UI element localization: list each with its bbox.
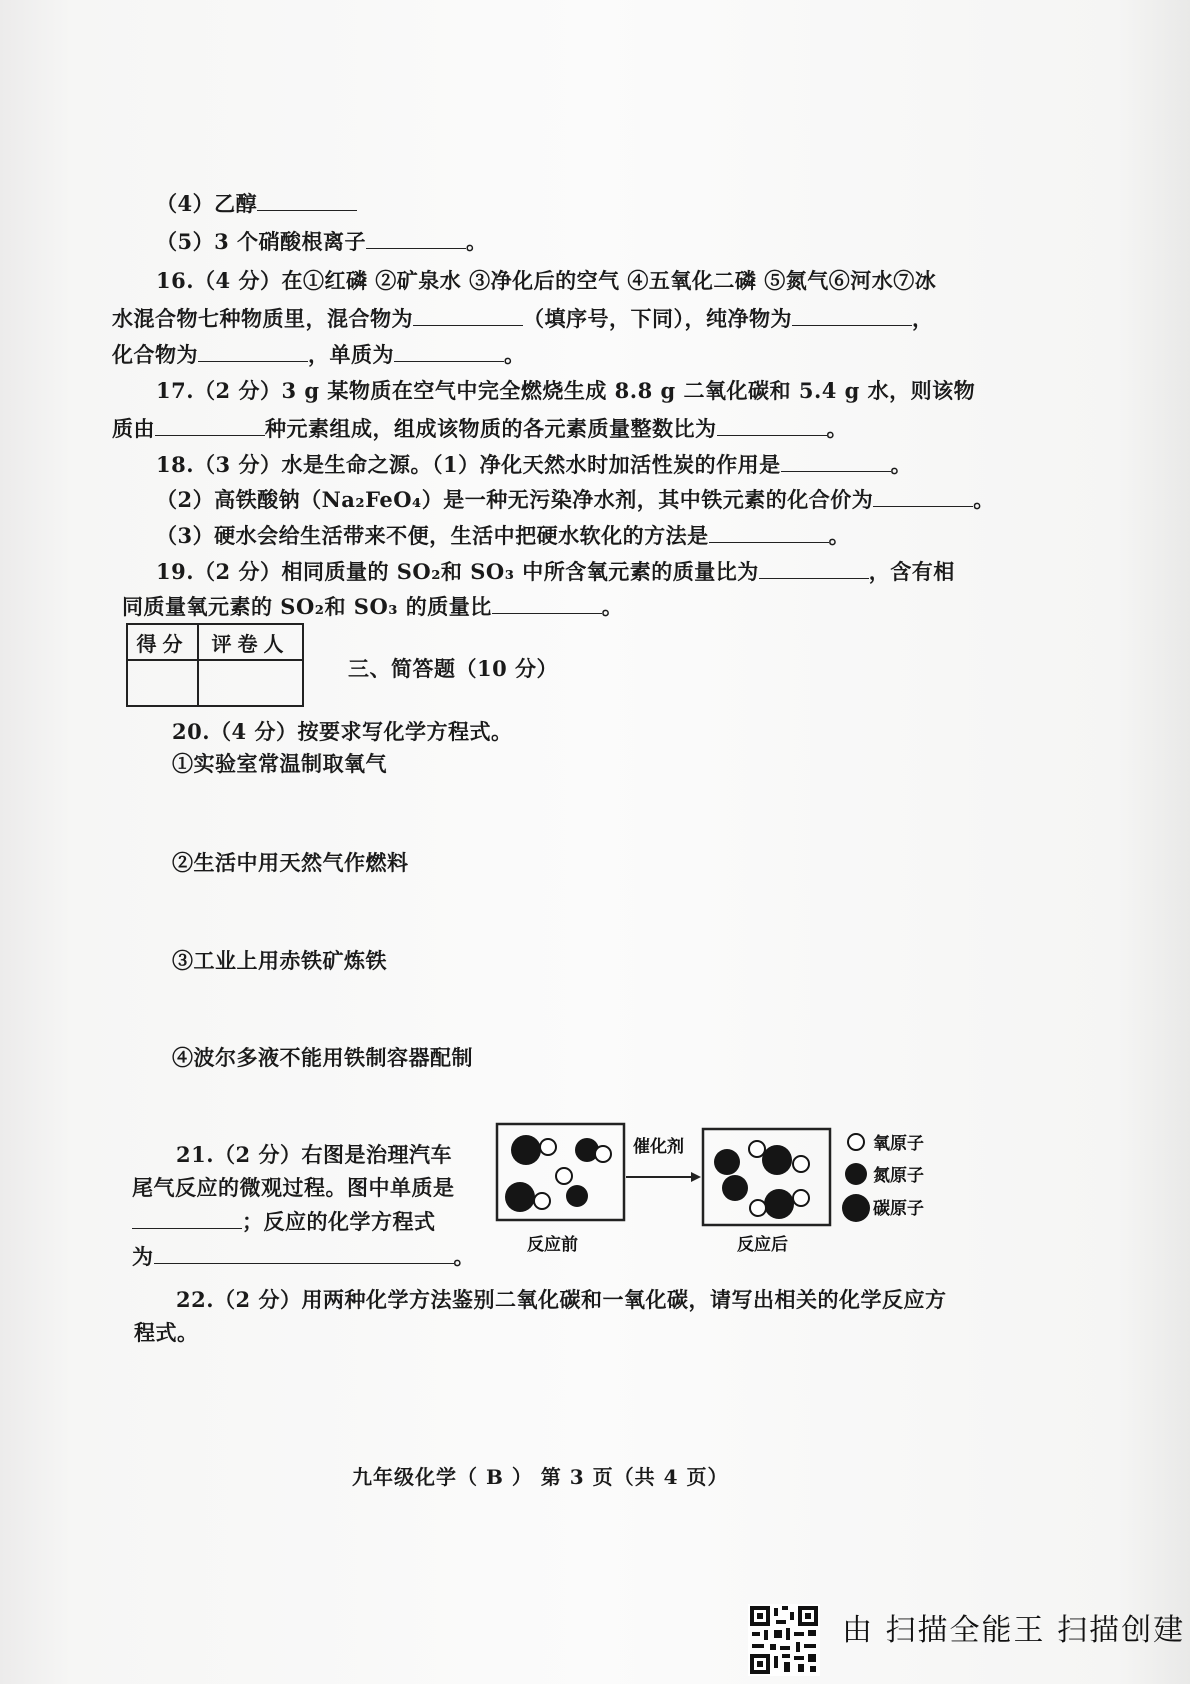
oxygen-atom <box>749 1141 765 1157</box>
grader-cell[interactable] <box>198 660 303 706</box>
carbon-atom <box>764 1189 794 1219</box>
answer-blank[interactable] <box>257 188 357 211</box>
q15-4: （4）乙醇 <box>156 188 357 219</box>
after-molecules <box>714 1141 809 1219</box>
oxygen-atom <box>595 1146 611 1162</box>
before-label: 反应前 <box>527 1235 578 1252</box>
q20-item-3: ③工业上用赤铁矿炼铁 <box>172 948 387 973</box>
q16-line3: 化合物为 ，单质为 。 <box>112 339 526 370</box>
answer-blank[interactable] <box>492 591 602 614</box>
section3-title: 三、简答题（10 分） <box>348 656 559 681</box>
oxygen-atom <box>750 1200 766 1216</box>
oxygen-atom <box>793 1156 809 1172</box>
legend-oxygen: 氧原子 <box>873 1134 924 1154</box>
q17-line2: 质由 种元素组成，组成该物质的各元素质量整数比为 。 <box>112 413 848 444</box>
q22-line1: 22.（2 分）用两种化学方法鉴别二氧化碳和一氧化碳，请写出相关的化学反应方 <box>176 1287 947 1312</box>
answer-blank[interactable] <box>394 339 504 362</box>
q20-item-2: ②生活中用天然气作燃料 <box>172 850 409 875</box>
reaction-diagram <box>495 1122 965 1252</box>
q18-line3: （3）硬水会给生活带来不便，生活中把硬水软化的方法是 。 <box>156 520 850 551</box>
carbon-atom <box>505 1182 535 1212</box>
q16-line2: 水混合物七种物质里，混合物为 （填序号，下同），纯净物为 ， <box>112 303 934 334</box>
oxygen-atom <box>793 1190 809 1206</box>
answer-blank[interactable] <box>781 449 891 472</box>
score-header: 得分 <box>127 624 198 660</box>
answer-blank[interactable] <box>709 520 829 543</box>
answer-blank[interactable] <box>155 413 265 436</box>
answer-blank[interactable] <box>198 339 308 362</box>
carbon-atom <box>511 1135 541 1165</box>
oxygen-atom <box>534 1193 550 1209</box>
q21-line3: ；反应的化学方程式 <box>132 1206 436 1237</box>
q21-line4: 为 。 <box>132 1241 475 1272</box>
oxygen-atom <box>556 1168 572 1184</box>
q17-line1: 17.（2 分）3 g 某物质在空气中完全燃烧生成 8.8 g 二氧化碳和 5.4 g 水，则该物 <box>156 378 976 403</box>
q20-item-4: ④波尔多液不能用铁制容器配制 <box>172 1045 473 1070</box>
q16-line1: 16.（4 分）在①红磷 ②矿泉水 ③净化后的空气 ④五氧化二磷 ⑤氮气⑥河水⑦冰 <box>156 268 937 293</box>
answer-blank[interactable] <box>366 226 466 249</box>
answer-blank[interactable] <box>413 303 523 326</box>
q19-line1: 19.（2 分）相同质量的 SO₂和 SO₃ 中所含氧元素的质量比为 ，含有相 <box>156 556 955 587</box>
oxygen-atom <box>540 1139 556 1155</box>
carbon-atom <box>762 1145 792 1175</box>
answer-blank[interactable] <box>759 556 869 579</box>
arrow-head-icon <box>691 1172 701 1182</box>
legend-carbon: 碳原子 <box>873 1199 924 1219</box>
q22-line2: 程式。 <box>134 1320 199 1345</box>
qr-code-icon <box>748 1604 820 1676</box>
score-cell[interactable] <box>127 660 198 706</box>
q20-title: 20.（4 分）按要求写化学方程式。 <box>172 719 513 744</box>
q15-5: （5）3 个硝酸根离子 。 <box>156 226 488 257</box>
nitrogen-atom <box>566 1185 588 1207</box>
after-label: 反应后 <box>737 1235 788 1252</box>
q21-line2: 尾气反应的微观过程。图中单质是 <box>132 1175 455 1200</box>
q21-line1: 21.（2 分）右图是治理汽车 <box>176 1142 452 1167</box>
legend-nitrogen: 氮原子 <box>873 1166 924 1186</box>
nitrogen-legend-icon <box>845 1163 867 1185</box>
nitrogen-atom <box>722 1175 748 1201</box>
catalyst-label: 催化剂 <box>633 1137 684 1157</box>
legend <box>842 1133 924 1222</box>
q20-item-1: ①实验室常温制取氧气 <box>172 751 387 776</box>
answer-blank[interactable] <box>132 1206 242 1229</box>
page-footer: 九年级化学（ B ） 第 3 页（共 4 页） <box>352 1465 729 1489</box>
q18-line1: 18.（3 分）水是生命之源。（1）净化天然水时加活性炭的作用是 。 <box>156 449 912 480</box>
answer-blank[interactable] <box>154 1241 454 1264</box>
grader-header: 评卷人 <box>198 624 303 660</box>
nitrogen-atom <box>714 1149 740 1175</box>
q19-line2: 同质量氧元素的 SO₂和 SO₃ 的质量比 。 <box>122 591 623 622</box>
before-molecules <box>505 1135 611 1212</box>
answer-blank[interactable] <box>717 413 827 436</box>
answer-blank[interactable] <box>792 303 912 326</box>
answer-blank[interactable] <box>873 484 973 507</box>
carbon-legend-icon <box>842 1194 870 1222</box>
q18-line2: （2）高铁酸钠（Na₂FeO₄）是一种无污染净水剂，其中铁元素的化合价为 。 <box>156 484 995 515</box>
scanner-watermark: 由 扫描全能王 扫描创建 <box>842 1613 1186 1648</box>
score-table <box>126 623 304 707</box>
oxygen-legend-icon <box>848 1134 864 1150</box>
